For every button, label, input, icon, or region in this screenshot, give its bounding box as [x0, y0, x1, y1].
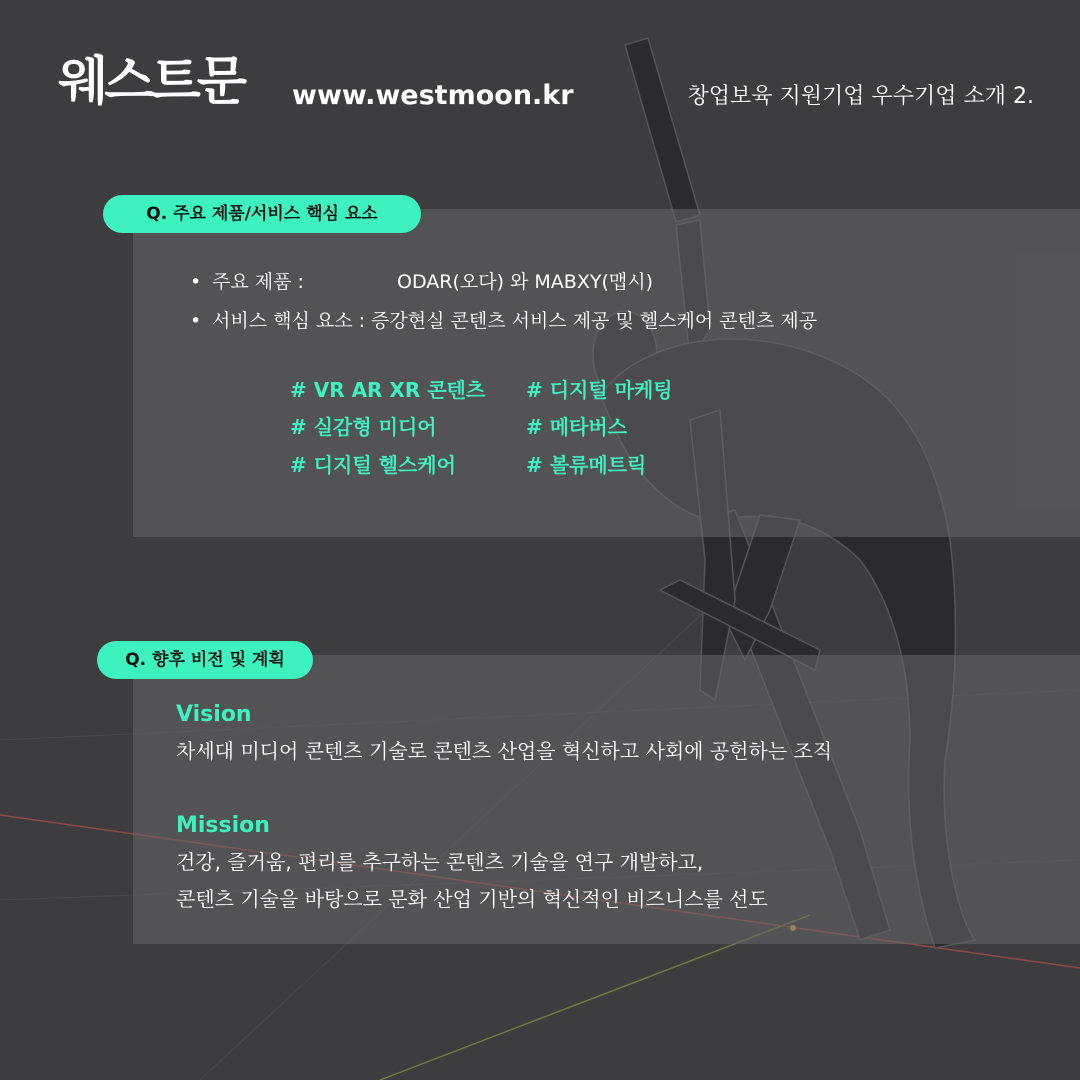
bullet-dot: • [190, 310, 202, 332]
mission-title: Mission [176, 813, 270, 838]
hashtag: # 실감형 미디어 [290, 415, 437, 439]
mission-line: 건강, 즐거움, 편리를 추구하는 콘텐츠 기술을 연구 개발하고, [176, 850, 704, 874]
bullet-main-products [190, 269, 304, 295]
vision-title: Vision [176, 702, 252, 727]
hashtag: # 볼류메트릭 [526, 453, 647, 477]
bullet-service-elements [190, 308, 817, 334]
company-logo: 웨스트문 [58, 52, 243, 112]
bullet-dot: • [190, 271, 202, 293]
mission-line: 콘텐츠 기술을 바탕으로 문화 산업 기반의 혁신적인 비즈니스를 선도 [176, 887, 768, 911]
header [0, 0, 1080, 140]
bullet-label: 서비스 핵심 요소 : 증강현실 콘텐츠 서비스 제공 및 헬스케어 콘텐츠 제공 [212, 310, 818, 332]
hashtag: # 메타버스 [526, 415, 628, 439]
bullet-label: 주요 제품 : [212, 271, 304, 293]
main-products-value: ODAR(오다) 와 MABXY(맵시) [397, 271, 653, 293]
page-tagline: 창업보육 지원기업 우수기업 소개 2. [687, 84, 1034, 109]
hashtag: # 디지털 헬스케어 [290, 453, 456, 477]
website-link[interactable]: www.westmoon.kr [292, 80, 574, 111]
products-panel [133, 209, 1080, 537]
section-badge-vision: Q. 향후 비전 및 계획 [97, 641, 313, 679]
hashtag: # VR AR XR 콘텐츠 [290, 378, 486, 402]
vision-text: 차세대 미디어 콘텐츠 기술로 콘텐츠 산업을 혁신하고 사회에 공헌하는 조직 [176, 739, 833, 763]
section-badge-products: Q. 주요 제품/서비스 핵심 요소 [103, 195, 421, 233]
hashtag: # 디지털 마케팅 [526, 378, 673, 402]
